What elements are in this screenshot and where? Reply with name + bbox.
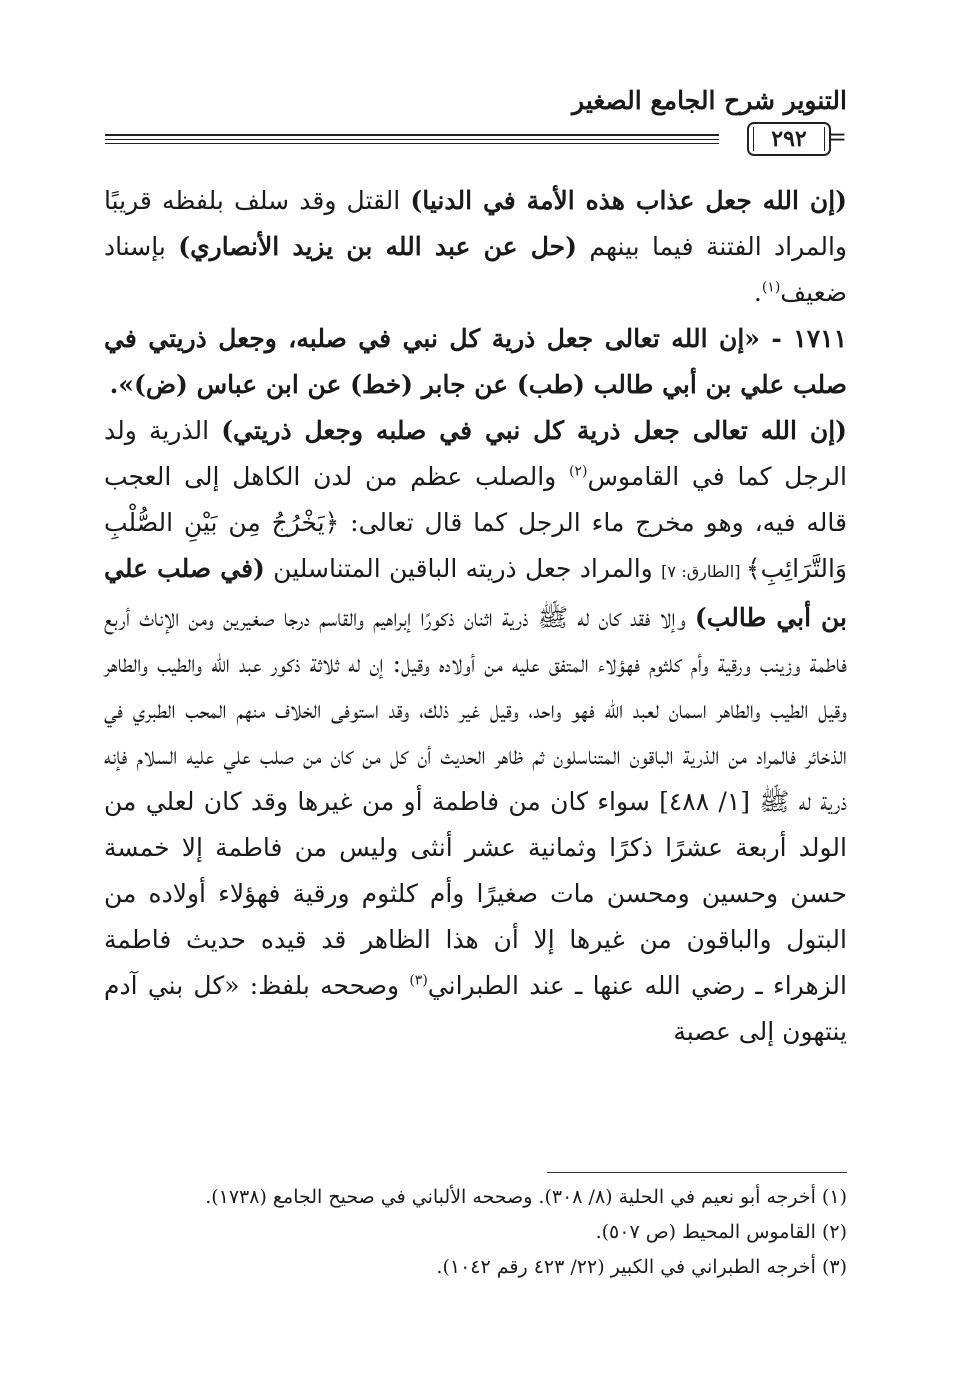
paragraph-2	[104, 408, 847, 1055]
page-number: ٢٩٢	[747, 122, 831, 156]
header-rule	[105, 139, 719, 140]
commentary-text: وصححه بلفظ: «كل بني آدم ينتهون إلى عصبة	[104, 971, 847, 1046]
commentary-text: والمراد جعل ذريته الباقين المتناسلين	[264, 554, 662, 583]
footnote-item: (٣) أخرجه الطبراني في الكبير (٢٢/ ٤٢٣ رقم ١٠٤٢).	[436, 1256, 847, 1278]
quoted-text: (إن الله تعالى جعل ذرية كل نبي في صلبه وجعل ذريتي)	[221, 416, 847, 445]
quoted-text: (في صلب علي بن أبي طالب)	[104, 554, 847, 632]
running-title: التنوير شرح الجامع الصغير	[572, 86, 847, 115]
quoted-text: (حل عن عبد الله بن يزيد الأنصاري)	[178, 232, 577, 261]
commentary-text: وإلا فقد كان له ﷺ ذرية اثنان ذكورًا إبراهيم والقاسم درجا صغيرين ومن الإناث أربع فاطمة وزينب ورقية وأم كلثوم فهؤلاء المتفق عليه من أولاده وقيل: إن له ثلاثة ذكور عبد الله والطيب والطاهر وقيل الطيب والطاهر اسمان لعبد الله فهو واحد، وقيل غير ذلك، وقد استوفى الخلاف منهم المحب الطبري في الذخائر فالمراد من الذرية الباقون المتناسلون ثم ظاهر الحديث أن كل من كان من صلب علي عليه السلام فإنه ذرية له ﷺ [١/ ٤٨٨] سواء كان من فاطمة أو من غيرها وقد كان لعلي من الولد أربعة عشرًا ذكرًا وثمانية عشر أنثى وليس من فاطمة إلا خمسة حسن وحسين ومحسن مات صغيرًا وأم كلثوم ورقية فهؤلاء أولاده من البتول والباقون من غيرها إلا أن هذا الظاهر قد قيده حديث فاطمة الزهراء ـ رضي الله عنها ـ عند الطبراني	[104, 603, 848, 1000]
quran-verse: ﴿يَخْرُجُ مِن بَيْنِ الصُّلْبِ وَالتَّرَائِبِ﴾	[104, 508, 847, 583]
commentary-text: الذرية ولد الرجل كما في القاموس	[104, 416, 848, 491]
footnote-item: (١) أخرجه أبو نعيم في الحلية (٨/ ٣٠٨). وصححه الألباني في صحيح الجامع (١٧٣٨).	[205, 1186, 847, 1208]
commentary-text: بإسناد ضعيف	[104, 232, 847, 307]
quoted-text: (إن الله جعل عذاب هذه الأمة في الدنيا)	[410, 186, 848, 215]
footnote-ref[interactable]: (٢)	[569, 463, 588, 480]
verse-reference: [الطارق: ٧]	[661, 562, 746, 581]
main-text	[104, 178, 847, 1055]
commentary-text: القتل وقد سلف بلفظه قريبًا والمراد الفتنة فيما بينهم	[104, 186, 848, 261]
header-rule	[105, 134, 719, 136]
header-rule	[105, 143, 719, 144]
footnote-ref[interactable]: (١)	[761, 279, 781, 296]
hadith-entry: ١٧١١ - «إن الله تعالى جعل ذرية كل نبي في صلبه، وجعل ذريتي في صلب علي بن أبي طالب (طب) عن جابر (خط) عن ابن عباس (ض)».	[104, 324, 847, 399]
footnotes	[104, 1180, 847, 1285]
footnote-item: (٢) القاموس المحيط (ص ٥٠٧).	[595, 1221, 847, 1243]
footnote-ref[interactable]: (٣)	[409, 972, 428, 989]
header-mark: =	[826, 123, 847, 151]
commentary-text: والصلب عظم من لدن الكاهل إلى العجب قاله فيه، وهو مخرج ماء الرجل كما قال تعالى:	[104, 462, 847, 537]
paragraph-1	[104, 178, 847, 316]
footnote-separator	[547, 1172, 847, 1173]
page-header	[105, 86, 847, 156]
commentary-text: .	[753, 278, 762, 307]
